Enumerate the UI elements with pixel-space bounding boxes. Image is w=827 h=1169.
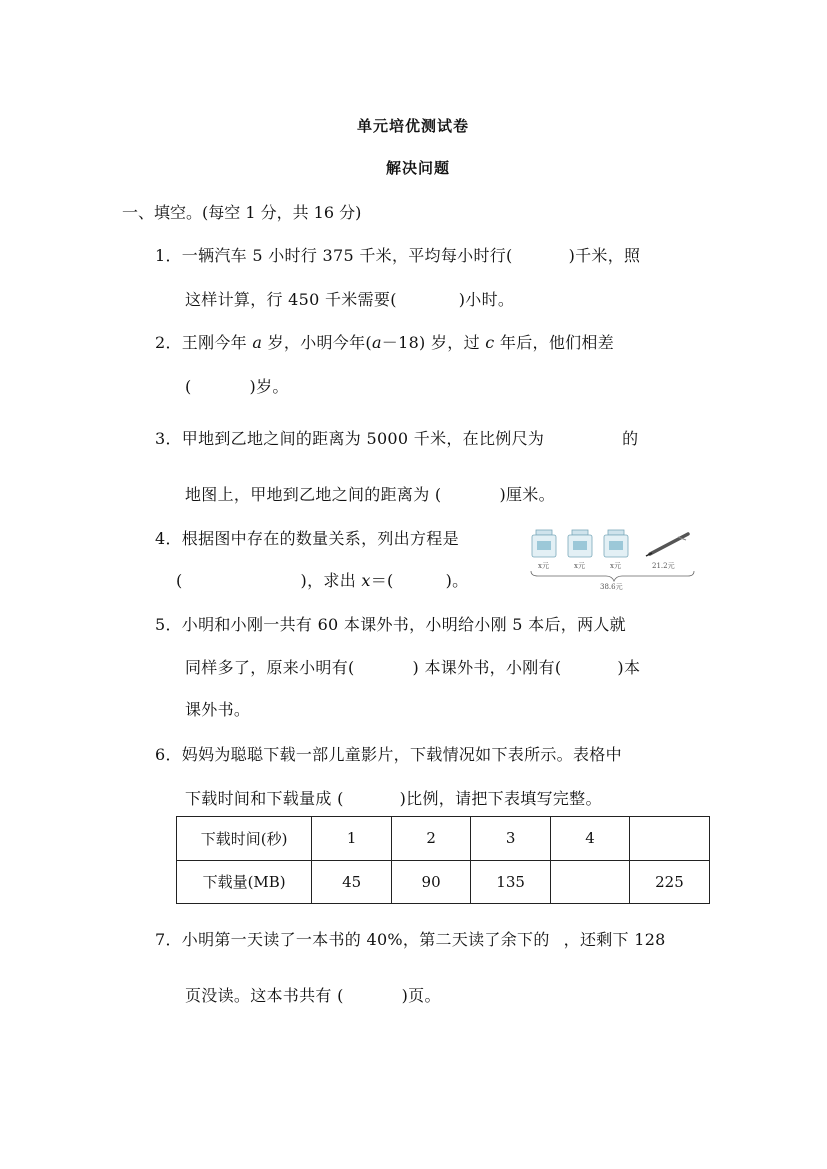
question-3-line-1 xyxy=(155,426,638,449)
q2-text-e: ( xyxy=(185,377,192,396)
q4-jar-price-2: x元 xyxy=(574,562,585,570)
question-6-line-2 xyxy=(185,786,602,809)
question-4-line-1: 4．根据图中存在的数量关系，列出方程是 xyxy=(155,529,459,548)
q6-text-b: )比例，请把下表填写完整。 xyxy=(399,789,602,808)
q3-text-d: )厘米。 xyxy=(499,485,555,504)
q2-var-a2: a xyxy=(371,333,382,352)
question-6-line-1: 6．妈妈为聪聪下载一部儿童影片，下载情况如下表所示。表格中 xyxy=(155,745,622,764)
question-5-line-2 xyxy=(185,655,640,678)
table-cell: 225 xyxy=(629,860,709,904)
q6-text-a: 下载时间和下载量成 ( xyxy=(185,789,344,808)
table-cell: 2 xyxy=(392,817,471,861)
table-cell: 1 xyxy=(312,817,392,861)
q1-text-b: )千米，照 xyxy=(568,246,641,265)
question-4-line-2 xyxy=(176,568,468,591)
question-3-line-2 xyxy=(185,482,555,505)
q4-text-b: )，求出 xyxy=(300,571,362,590)
q1-text-c: 这样计算，行 450 千米需要( xyxy=(185,290,397,309)
q2-text-a: 2．王刚今年 xyxy=(155,333,253,352)
table-cell: 3 xyxy=(471,817,551,861)
q7-text-a: 7．小明第一天读了一本书的 40%，第二天读了余下的 xyxy=(155,930,550,949)
q4-jar-price-3: x元 xyxy=(610,562,621,570)
q5-text-c: )本 xyxy=(617,658,641,677)
q2-text-c: －18) 岁，过 xyxy=(381,333,486,352)
ink-jar-icon xyxy=(568,530,592,557)
q4-var-x: x xyxy=(361,571,371,590)
table-blank-cell[interactable] xyxy=(551,860,630,904)
ink-jar-icon xyxy=(532,530,556,557)
table-row xyxy=(177,817,710,861)
q2-text-d: 年后，他们相差 xyxy=(494,333,615,352)
table-header-time: 下载时间(秒) xyxy=(177,817,312,861)
q7-text-c: 页没读。这本书共有 ( xyxy=(185,986,344,1005)
ink-jar-icon xyxy=(604,530,628,557)
q5-text-a: 同样多了，原来小明有( xyxy=(185,658,355,677)
section-heading: 一、填空。(每空 1 分，共 16 分) xyxy=(122,203,362,222)
q4-brace xyxy=(531,571,694,581)
table-header-amount: 下载量(MB) xyxy=(177,860,312,904)
question-7-line-2 xyxy=(185,983,441,1006)
q3-text-c: 地图上，甲地到乙地之间的距离为 ( xyxy=(185,485,442,504)
q4-text-c: ＝( xyxy=(370,571,394,590)
q7-text-d: )页。 xyxy=(401,986,441,1005)
question-2-line-1 xyxy=(155,330,614,353)
question-1-line-2 xyxy=(185,287,514,310)
question-5-line-3: 课外书。 xyxy=(185,700,251,719)
q4-text-a: ( xyxy=(176,571,183,590)
q4-jar-price-1: x元 xyxy=(538,562,549,570)
table-row xyxy=(177,860,710,904)
table-blank-cell[interactable] xyxy=(629,817,709,861)
q2-text-b: 岁，小明今年( xyxy=(262,333,372,352)
table-cell: 135 xyxy=(471,860,551,904)
page-subtitle: 解决问题 xyxy=(386,159,451,177)
table-cell: 4 xyxy=(551,817,630,861)
pen-icon xyxy=(646,534,688,556)
q4-pen-price: 21.2元 xyxy=(652,562,675,570)
q7-text-b: ，还剩下 128 xyxy=(563,930,666,949)
q2-text-f: )岁。 xyxy=(249,377,289,396)
question-5-line-1: 5．小明和小刚一共有 60 本课外书，小明给小刚 5 本后，两人就 xyxy=(155,615,626,634)
q5-text-b: ) 本课外书，小刚有( xyxy=(412,658,562,677)
table-cell: 45 xyxy=(312,860,392,904)
q1-text-d: )小时。 xyxy=(458,290,515,309)
question-2-line-2 xyxy=(185,374,289,397)
download-table xyxy=(176,816,710,904)
q4-text-d: )。 xyxy=(445,571,469,590)
page-title: 单元培优测试卷 xyxy=(357,117,470,135)
table-cell: 90 xyxy=(392,860,471,904)
q2-var-a: a xyxy=(252,333,263,352)
q3-text-a: 3．甲地到乙地之间的距离为 5000 千米，在比例尺为 xyxy=(155,429,545,448)
question-7-line-1 xyxy=(155,927,666,950)
q2-var-c: c xyxy=(485,333,495,352)
q1-text-a: 1．一辆汽车 5 小时行 375 千米，平均每小时行( xyxy=(155,246,513,265)
q4-figure xyxy=(528,526,700,592)
q4-total-price: 38.6元 xyxy=(600,583,623,591)
q3-text-b: 的 xyxy=(622,429,639,448)
question-1-line-1 xyxy=(155,243,640,266)
